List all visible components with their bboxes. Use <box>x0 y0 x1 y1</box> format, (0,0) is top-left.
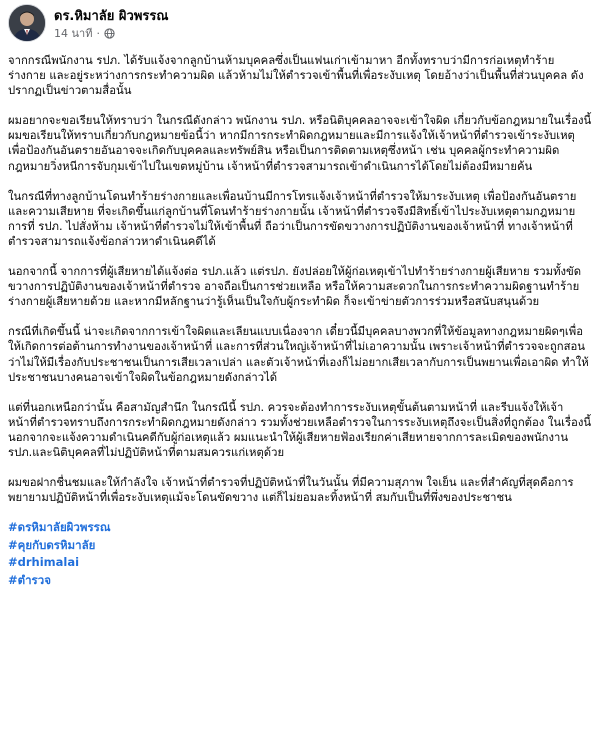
meta-separator: · <box>96 26 100 40</box>
hashtag-link[interactable]: #ตำรวจ <box>8 572 51 587</box>
post-paragraph: จากกรณีพนักงาน รปภ. ได้รับแจ้งจากลูกบ้านห้ามบุคคลซึ่งเป็นแฟนเก่าเข้ามาหา อีกทั้งทราบว่ามีการก่อเหตุทำร้ายร่างกาย และอยู่ระหว่างการกระทำความผิด แล้วห้ามไม่ให้ตำรวจเข้าพื้นที่เพื่อระงับเหตุ โดยอ้างว่าเป็นพื้นที่ส่วนบุคคล ดังปรากฏเป็นข่าวตามสื่อนั้น <box>8 54 584 98</box>
post-paragraph: ในกรณีที่ทางลูกบ้านโดนทำร้ายร่างกายและเพื่อนบ้านมีการโทรแจ้งเจ้าหน้าที่ตำรวจให้มาระงับเหตุ เพื่อป้องกันอันตรายและความเสียหาย ที่จะเกิดขึ้นแก่ลูกบ้านที่โดนทำร้ายร่างกายนั้น เจ้าหน้าที่ตำรวจจึงมีสิทธิ์เข้าไประงับเหตุตามกฎหมาย การที่ รปภ. ไปสั่งห้าม เจ้าหน้าที่ตำรวจไม่ให้เข้าพื้นที่ ถือว่าเป็นการขัดขวางการปฏิบัติงานของเจ้าหน้าที่ ทางเจ้าหน้าที่ตำรวจสามารถแจ้งข้อกล่าวหาดำเนินคดีได้ <box>8 189 577 248</box>
post-paragraph: ผมอยากจะขอเรียนให้ทราบว่า ในกรณีดังกล่าว พนักงาน รปภ. หรือนิติบุคคลอาจจะเข้าใจผิด เกี่ยวกับข้อกฎหมายในเรื่องนี้ ผมขอเรียนให้ทราบเกี่ยวกับกฎหมายข้อนี้ว่า หากมีการกระทำผิดกฎหมายและมีการแจ้งให้เจ้าหน้าที่ตำรวจเข้าระงับเหตุเพื่อป้องกันอันตรายอันอาจจะเกิดกับบุคคลและทรัพย์สิน หรือเป็นการติดตามเหตุซึ่งหน้า เช่น บุคคลผู้กระทำความผิดกฎหมายวิ่งหนีการจับกุมเข้าไปในเขตหมู่บ้าน เจ้าหน้าที่ตำรวจสามารถเข้าดำเนินการได้โดยไม่ต้องมีหมายค้น <box>8 114 592 173</box>
hashtag-link[interactable]: #คุยกับดรหิมาลัย <box>8 537 96 552</box>
globe-icon[interactable] <box>104 28 115 39</box>
hashtag-list <box>8 519 592 589</box>
post-body <box>8 53 592 589</box>
profile-photo-icon <box>9 5 45 41</box>
post-meta <box>54 24 115 42</box>
author-name[interactable]: ดร.หิมาลัย ผิวพรรณ <box>54 9 169 24</box>
hashtag-link[interactable]: #drhimalai <box>8 555 80 570</box>
post-paragraph: แต่ที่นอกเหนือกว่านั้น คือสามัญสำนึก ในกรณีนี้ รปภ. ควรจะต้องทำการระงับเหตุขั้นต้นตามหน้าที่ และรีบแจ้งให้เจ้าหน้าที่ตำรวจทราบถึงการกระทำผิดกฎหมายดังกล่าว รวมทั้งช่วยเหลือตำรวจในการระงับเหตุถึงจะเป็นสิ่งที่ถูกต้อง ในเรื่องนี้นอกจากจะแจ้งความดำเนินคดีกับผู้ก่อเหตุแล้ว ผมแนะนำให้ผู้เสียหายฟ้องเรียกค่าเสียหายจากการละเมิดของพนักงาน รปภ.และนิติบุคคลที่ไม่ปฏิบัติหน้าที่ตามสมควรแก่เหตุด้วย <box>8 400 592 459</box>
post-header <box>0 0 600 52</box>
post-time[interactable]: 14 นาที <box>54 27 93 40</box>
post-paragraph: ผมขอฝากชื่นชมและให้กำลังใจ เจ้าหน้าที่ตำรวจที่ปฏิบัติหน้าที่ในวันนั้น ที่มีความสุภาพ ใจเย็น และที่สำคัญที่สุดคือการพยายามปฏิบัติหน้าที่เพื่อระงับเหตุแม้จะโดนขัดขวาง แต่ก็ไม่ยอมละทิ้งหน้าที่ สมกับเป็นที่พึ่งของประชาชน <box>8 476 574 505</box>
hashtag-link[interactable]: #ดรหิมาลัยผิวพรรณ <box>8 520 111 535</box>
author-avatar[interactable] <box>8 4 46 42</box>
post-paragraph: นอกจากนี้ จากการที่ผู้เสียหายได้แจ้งต่อ รปภ.แล้ว แต่รปภ. ยังปล่อยให้ผู้ก่อเหตุเข้าไปทำร้ายร่างกายผู้เสียหาย รวมทั้งขัดขวางการปฏิบัติงานของเจ้าหน้าที่ตำรวจ อาจถือเป็นการช่วยเหลือ หรือให้ความสะดวกในการกระทำความผิดฐานทำร้ายร่างกายผู้เสียหายด้วย และหากมีหลักฐานว่ารู้เห็นเป็นใจกับผู้กระทำผิด ก็จะเข้าข่ายตัวการร่วมหรือสนับสนุนด้วย <box>8 265 582 309</box>
post-paragraph: กรณีที่เกิดขึ้นนี้ น่าจะเกิดจากการเข้าใจผิดและเลียนแบบเนื่องจาก เดี๋ยวนี้มีบุคคลบางพวกที่ให้ข้อมูลทางกฎหมายผิดๆเพื่อให้เกิดการต่อต้านการทำงานของเจ้าหน้าที่ และการที่ส่วนใหญ่เจ้าหน้าที่ไม่เอาความนั้น เพราะเจ้าหน้าที่ตำรวจจะถูกสอนว่าไม่ให้มีเรื่องกับประชาชนเป็นการเสียเวลาเปล่า และตัวเจ้าหน้าที่เองก็ไม่อยากเสียเวลากับการเป็นพยานเพื่อเอาผิด ทำให้ประชาชนบางคนอาจเข้าใจผิดในข้อกฎหมายดังกล่าวได้ <box>8 325 589 384</box>
